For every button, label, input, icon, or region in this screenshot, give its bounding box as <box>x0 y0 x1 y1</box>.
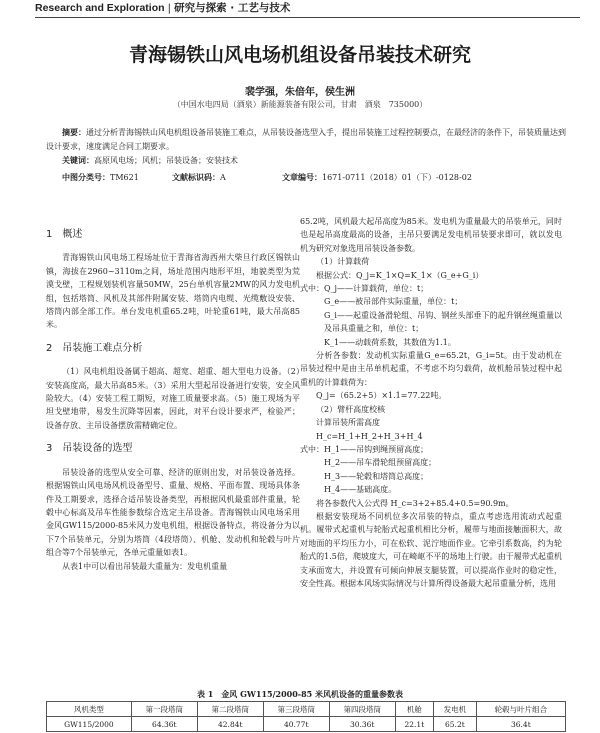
affiliation: （中国水电四局（酒泉）新能源装备有限公司，甘肃 酒泉 735000） <box>172 100 428 109</box>
table-caption: 表 1 金风 GW115/2000-85 米风机设备的重量参数表 <box>196 689 404 699</box>
paragraph: 将各参数代入公式得 H_c=3+2+85.4+0.5=90.9m。 <box>316 498 514 508</box>
formula: Q_j=（65.2+5）×1.1=77.22吨。 <box>316 391 447 401</box>
header-rule <box>35 17 580 18</box>
subheading: （2）臂杆高度校核 <box>316 404 386 414</box>
keywords <box>62 155 238 166</box>
article-title: 青海锡铁山风电场机组设备吊装技术研究 <box>128 44 471 66</box>
clc-number <box>62 172 139 183</box>
variable-def: H_2——吊车滑轮组预留高度； <box>324 458 437 468</box>
table-cell: 22.1t <box>395 717 433 732</box>
left-column <box>46 218 300 573</box>
paragraph: 分析各参数：发动机实际重量G_e=65.2t，G_i=5t。由于发动机在吊装过程中是由主吊单机起重，不考虑不均匀载荷，故机舱吊装过程中起重机的计算载荷为： <box>300 351 562 387</box>
table-header-cell: 发电机 <box>434 702 477 717</box>
subheading: （1）计算载荷 <box>316 257 370 267</box>
formula: 根据公式：Q_j=K_1×Q=K_1×（G_e+G_i） <box>316 270 484 280</box>
table-cell: 30.36t <box>329 717 395 732</box>
variable-def: K_1——动载荷系数，其数值为1.1。 <box>324 337 456 347</box>
table-cell: 42.84t <box>197 717 263 732</box>
table-header-cell: 机舱 <box>395 702 433 717</box>
right-column <box>300 215 562 590</box>
paragraph: 65.2吨，风机最大起吊高度为85米。发电机为重量最大的吊装单元，同时也是起吊高度最高的设备，主吊只要满足发电机吊装要求即可，就以发电机为研究对象选用吊装设备参数。 <box>300 217 562 253</box>
journal-header <box>35 0 595 17</box>
abstract-label: 摘要： <box>62 127 86 137</box>
authors: 裴学强，朱倍年，侯生洲 <box>245 87 355 98</box>
table-header-cell: 轮毂与叶片组合 <box>476 702 565 717</box>
table-header-cell: 第二段塔筒 <box>197 702 263 717</box>
variable-def: G_e——被吊部件实际重量，单位：t； <box>324 297 463 307</box>
section-heading-1: 1 概述 <box>46 229 83 240</box>
paragraph: 计算吊装所需高度 <box>316 418 380 428</box>
table-cell: 64.36t <box>131 717 197 732</box>
table-header-row <box>47 702 566 717</box>
section-heading-2: 2 吊装施工难点分析 <box>46 342 143 354</box>
clc-value: TM621 <box>110 173 139 182</box>
paragraph: 从表1中可以看出吊装最大重量为：发电机重量 <box>62 561 228 571</box>
doc-code <box>172 172 226 183</box>
variable-def: 式中：Q_j——计算载荷，单位：t； <box>300 284 429 294</box>
variable-def: H_4——基础高度。 <box>324 485 397 495</box>
variable-def: G_i——起重设备滑轮组、吊钩、钢丝头部垂下的起升钢丝绳重量以及吊具重量之和，单位：t； <box>324 310 562 334</box>
table-cell: 36.4t <box>476 717 565 732</box>
table-header-cell: 第三段塔筒 <box>263 702 329 717</box>
doc-value: A <box>220 173 226 182</box>
table-header-cell: 第四段塔筒 <box>329 702 395 717</box>
variable-def: 式中：H_1——吊钩到绳预留高度； <box>300 444 429 454</box>
paragraph: 吊装设备的选型从安全可靠、经济的原则出发，对吊装设备选择。根据锡铁山风电场风机设备型号、重量、规格、平面布置、现场具体条件及工期要求，选择合适吊装设备类型，再根据风机最重部件重量，轮毂中心标高及吊车性能参数综合选定主吊设备。青海锡铁山风电场采用金风GW115/2000-85米风力发电机组，根据设备特点，将设备分为以下7个吊装单元，分别为塔筒（4段塔筒）、机舱、发动机和轮毂与叶片组合等7个吊装单元，各单元重量如表1。 <box>46 467 300 558</box>
table-row <box>47 717 566 732</box>
article-number <box>282 172 472 183</box>
abstract <box>46 125 566 154</box>
keywords-label: 关键词： <box>62 155 94 165</box>
art-value: 1671-0711（2018）01（下）-0128-02 <box>322 173 472 182</box>
keywords-text: 高原风电场；风机；吊装设备；安装技术 <box>94 156 238 165</box>
abstract-text: 通过分析青海锡铁山风电机组设备吊装施工难点，从吊装设备选型入手，提出吊装施工过程控制要点，在最经济的条件下，吊装质量达到设计要求，速度满足合同工期要求。 <box>46 128 566 151</box>
table-cell: 65.2t <box>434 717 477 732</box>
paragraph: 青海锡铁山风电场工程场址位于青海省海西州大柴旦行政区锡铁山镇，海拔在2960~3110m之间，场址范围内地形平坦，地貌类型为荒漠戈壁，工程规划装机容量50MW，25台单机容量2MW的风力发电机组，包括塔筒、风机及其部件附属安装、塔筒内电缆、光缆敷设安装、塔筒内部全部工作。单台发电机重65.2吨，叶轮重61吨，最大吊高85米。 <box>46 253 300 330</box>
table-header-cell: 风机类型 <box>47 702 132 717</box>
art-label: 文章编号： <box>282 172 322 182</box>
header-separator: | <box>167 2 172 14</box>
formula: H_c=H_1+H_2+H_3+H_4 <box>316 431 423 441</box>
journal-section-cn: 研究与探索 · 工艺与技术 <box>174 2 291 14</box>
table-header-cell: 第一段塔筒 <box>131 702 197 717</box>
weight-table <box>46 701 566 732</box>
section-heading-3: 3 吊装设备的选型 <box>46 443 133 455</box>
variable-def: H_3——轮毂和塔筒总高度； <box>324 471 429 481</box>
paragraph: （1）风电机组设备属于超高、超宽、超重、超大型电力设备。（2）安装高度高，最大吊高85米。（3）采用大型起吊设备进行安装，安全风险较大。（4）安装工程工期短，对施工质量要求高。（5）施工现场为平坦戈壁地带，易发生沉降等因素，因此，对平台设计要求严，检验严；设备存放、主吊设备摆放需精确定位。 <box>46 367 300 430</box>
table-cell: 40.77t <box>263 717 329 732</box>
clc-label: 中图分类号： <box>62 172 110 182</box>
journal-name-en: Research and Exploration <box>35 2 165 14</box>
doc-label: 文献标识码： <box>172 172 220 182</box>
table-cell: GW115/2000 <box>47 717 132 732</box>
paragraph: 根据安装现场不同机位多次吊装的特点，重点考虑选用流动式起重机。履带式起重机与轮胎式起重机相比分析，履带与地面接触面积大，故对地面的平均压力小，可在松软、泥泞地面作业。它牵引系数高，约为轮胎式的1.5倍，爬坡度大，可在崎岖不平的场地上行驶。由于履带式起重机支承面宽大，并设置有可倾向伸展支腿装置，可以提高作业时的稳定性，安全性高。根据本风场实际情况与计算所得设备最大起吊重量分析，选用 <box>300 511 562 588</box>
